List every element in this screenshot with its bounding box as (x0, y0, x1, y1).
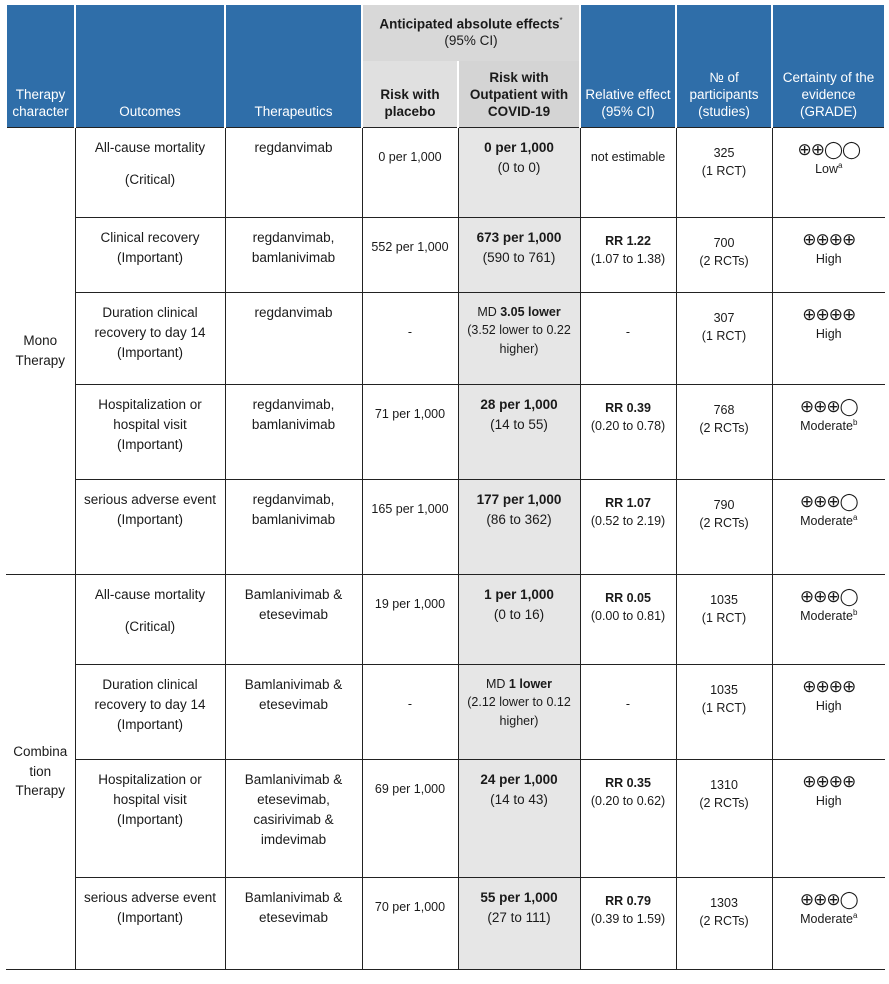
certainty-label: High (815, 252, 842, 267)
studies-count: (2 RCTs) (699, 914, 749, 929)
participants-count: 1035 (710, 592, 738, 607)
relative-ci: not estimable (590, 149, 666, 164)
certainty-cell (772, 574, 885, 664)
outcome-importance: (Important) (116, 249, 184, 265)
outcome-cell (75, 127, 225, 217)
certainty-symbols: ⊕⊕⊕⊕ (802, 229, 856, 249)
table-row (6, 574, 885, 664)
relative-effect-cell (580, 877, 676, 969)
group-label-combination: Combina tion Therapy (6, 574, 75, 969)
outcome-cell (75, 479, 225, 574)
table-row (6, 127, 885, 217)
effect-ci: (3.52 lower to 0.22 higher) (467, 323, 571, 356)
relative-ci: (0.20 to 0.78) (590, 419, 666, 434)
table-row (6, 384, 885, 479)
effect-main: 28 per 1,000 (480, 396, 558, 412)
table-body (6, 127, 885, 969)
header-relative: Relative effect (95% CI) (580, 5, 676, 127)
header-anticipated-label: Anticipated absolute effects (379, 16, 560, 32)
studies-count: (2 RCTs) (699, 254, 749, 269)
effect-ci: (27 to 111) (487, 909, 551, 925)
placebo-risk-cell: 165 per 1,000 (362, 479, 458, 574)
placebo-risk-cell: 552 per 1,000 (362, 217, 458, 292)
certainty-cell (772, 384, 885, 479)
studies-count: (2 RCTs) (699, 796, 749, 811)
therapeutics-cell: Bamlanivimab & etesevimab (225, 664, 362, 759)
certainty-symbols: ⊕⊕◯◯ (797, 139, 861, 159)
studies-count: (2 RCTs) (699, 516, 749, 531)
certainty-label: Moderate (800, 514, 853, 529)
header-certainty: Certainty of the evidence (GRADE) (772, 5, 885, 127)
certainty-footnote: b (852, 417, 858, 427)
participants-count: 700 (713, 235, 735, 250)
table-row (6, 759, 885, 877)
certainty-footnote: b (852, 607, 858, 617)
therapeutics-cell: regdanvimab (225, 292, 362, 384)
participants-count: 1303 (710, 895, 738, 910)
participants-cell (676, 664, 772, 759)
relative-main: RR 1.07 (605, 495, 651, 510)
certainty-level (777, 417, 882, 436)
relative-main: RR 1.22 (605, 233, 651, 248)
header-anticipated-ci: (95% CI) (444, 33, 498, 49)
table-row (6, 479, 885, 574)
therapeutics-cell: regdanvimab, bamlanivimab (225, 217, 362, 292)
participants-cell (676, 292, 772, 384)
studies-count: (1 RCT) (701, 611, 747, 626)
certainty-level (777, 512, 882, 531)
effect-ci: (14 to 55) (490, 416, 548, 432)
md-prefix: MD (486, 676, 509, 691)
participants-count: 307 (713, 310, 735, 325)
header-outcomes: Outcomes (75, 5, 225, 127)
effect-main: 0 per 1,000 (484, 139, 554, 155)
placebo-risk-cell: - (362, 664, 458, 759)
certainty-symbols: ⊕⊕⊕◯ (799, 396, 858, 416)
outcome-name: serious adverse event (83, 889, 217, 905)
outcome-importance: (Important) (116, 909, 184, 925)
certainty-level (777, 792, 882, 811)
outpatient-risk-cell (458, 217, 580, 292)
participants-cell (676, 479, 772, 574)
table-row (6, 217, 885, 292)
outpatient-risk-cell (458, 292, 580, 384)
grade-evidence-table (5, 5, 886, 970)
certainty-cell (772, 664, 885, 759)
certainty-symbols: ⊕⊕⊕◯ (799, 491, 858, 511)
placebo-risk-cell: 0 per 1,000 (362, 127, 458, 217)
certainty-symbols: ⊕⊕⊕⊕ (802, 771, 856, 791)
outcome-cell (75, 664, 225, 759)
relative-effect-cell (580, 479, 676, 574)
relative-ci: (0.20 to 0.62) (590, 794, 666, 809)
effect-ci: (590 to 761) (482, 249, 556, 265)
therapeutics-cell: regdanvimab (225, 127, 362, 217)
studies-count: (1 RCT) (701, 701, 747, 716)
group-label-mono: Mono Therapy (6, 127, 75, 574)
certainty-cell (772, 217, 885, 292)
certainty-cell (772, 877, 885, 969)
relative-ci: (1.07 to 1.38) (590, 252, 666, 267)
relative-effect-cell (580, 217, 676, 292)
certainty-footnote: a (852, 910, 858, 920)
therapeutics-cell: regdanvimab, bamlanivimab (225, 384, 362, 479)
header-participants: № of participants (studies) (676, 5, 772, 127)
outcome-cell (75, 384, 225, 479)
relative-effect-cell (580, 384, 676, 479)
relative-effect-cell (580, 292, 676, 384)
outcome-importance: (Important) (116, 812, 184, 827)
participants-count: 1035 (710, 682, 738, 697)
placebo-risk-cell: 69 per 1,000 (362, 759, 458, 877)
outpatient-risk-cell (458, 479, 580, 574)
relative-effect-cell (580, 127, 676, 217)
outcome-cell (75, 292, 225, 384)
outpatient-risk-cell (458, 574, 580, 664)
certainty-cell (772, 127, 885, 217)
effect-main: 673 per 1,000 (476, 229, 562, 245)
effect-ci: (0 to 16) (493, 606, 545, 622)
relative-ci: - (625, 324, 631, 339)
participants-count: 790 (713, 497, 735, 512)
certainty-level (777, 250, 882, 269)
participants-count: 325 (713, 145, 735, 160)
placebo-risk-cell: 71 per 1,000 (362, 384, 458, 479)
certainty-label: High (815, 327, 842, 342)
therapeutics-cell: Bamlanivimab & etesevimab (225, 877, 362, 969)
relative-main: RR 0.05 (605, 590, 651, 605)
placebo-risk-cell: 19 per 1,000 (362, 574, 458, 664)
outcome-importance: (Important) (116, 511, 184, 527)
outcome-importance: (Important) (116, 437, 184, 452)
outcome-name: Duration clinical recovery to day 14 (94, 304, 206, 340)
effect-ci: (2.12 lower to 0.12 higher) (467, 695, 571, 728)
studies-count: (1 RCT) (701, 329, 747, 344)
certainty-footnote: a (852, 512, 858, 522)
certainty-symbols: ⊕⊕⊕◯ (799, 586, 858, 606)
relative-main: RR 0.79 (605, 893, 651, 908)
outpatient-risk-cell (458, 384, 580, 479)
table-row (6, 664, 885, 759)
outcome-name: Hospitalization or hospital visit (98, 771, 202, 807)
effect-main: 1 per 1,000 (484, 586, 554, 602)
effect-ci: (14 to 43) (490, 791, 548, 807)
outcome-cell (75, 877, 225, 969)
outcome-importance: (Critical) (124, 618, 176, 634)
outpatient-risk-cell (458, 664, 580, 759)
therapeutics-cell: Bamlanivimab & etesevimab, casirivimab & imdevimab (225, 759, 362, 877)
certainty-level (777, 160, 882, 179)
effect-ci: (0 to 0) (497, 159, 541, 175)
relative-ci: (0.52 to 2.19) (590, 514, 666, 529)
header-therapeutics: Therapeutics (225, 5, 362, 127)
relative-ci: - (625, 696, 631, 711)
md-value: 3.05 lower (500, 304, 561, 319)
certainty-level (777, 910, 882, 929)
header-risk-outpatient: Risk with Outpatient with COVID-19 (458, 61, 580, 127)
md-value: 1 lower (508, 676, 552, 691)
effect-main: 55 per 1,000 (480, 889, 558, 905)
relative-effect-cell (580, 664, 676, 759)
certainty-label: High (815, 699, 842, 714)
outcome-importance: (Important) (116, 345, 184, 360)
certainty-symbols: ⊕⊕⊕◯ (799, 889, 858, 909)
outcome-name: serious adverse event (83, 491, 217, 507)
outcome-name: Clinical recovery (100, 229, 200, 245)
certainty-label: Moderate (800, 912, 853, 927)
certainty-cell (772, 759, 885, 877)
participants-cell (676, 384, 772, 479)
certainty-symbols: ⊕⊕⊕⊕ (802, 676, 856, 696)
certainty-level (777, 325, 882, 344)
effect-main: 177 per 1,000 (476, 491, 562, 507)
table-row (6, 877, 885, 969)
outcome-cell (75, 217, 225, 292)
relative-ci: (0.00 to 0.81) (590, 609, 666, 624)
outcome-cell (75, 574, 225, 664)
outcome-importance: (Important) (116, 717, 184, 732)
outpatient-risk-cell (458, 759, 580, 877)
outcome-name: Hospitalization or hospital visit (98, 396, 202, 432)
certainty-level (777, 697, 882, 716)
certainty-label: Moderate (800, 419, 853, 434)
participants-cell (676, 574, 772, 664)
certainty-cell (772, 292, 885, 384)
outpatient-risk-cell (458, 127, 580, 217)
header-anticipated (362, 5, 580, 61)
therapeutics-cell: Bamlanivimab & etesevimab (225, 574, 362, 664)
header-risk-placebo: Risk with placebo (362, 61, 458, 127)
relative-effect-cell (580, 759, 676, 877)
effect-main: 24 per 1,000 (480, 771, 558, 787)
participants-count: 1310 (710, 777, 738, 792)
certainty-footnote: a (838, 160, 843, 170)
outcome-importance: (Critical) (124, 171, 176, 187)
md-prefix: MD (477, 304, 501, 319)
participants-cell (676, 127, 772, 217)
header-anticipated-mark: * (559, 15, 563, 25)
header-therapy: Therapy character (6, 5, 75, 127)
outcome-name: All-cause mortality (94, 586, 206, 602)
relative-effect-cell (580, 574, 676, 664)
outcome-name: Duration clinical recovery to day 14 (94, 676, 206, 712)
certainty-label: High (815, 794, 842, 809)
participants-count: 768 (713, 402, 735, 417)
participants-cell (676, 759, 772, 877)
placebo-risk-cell: - (362, 292, 458, 384)
certainty-symbols: ⊕⊕⊕⊕ (802, 304, 856, 324)
table-row (6, 292, 885, 384)
relative-main: RR 0.39 (605, 400, 651, 415)
relative-ci: (0.39 to 1.59) (590, 912, 666, 927)
certainty-cell (772, 479, 885, 574)
outpatient-risk-cell (458, 877, 580, 969)
placebo-risk-cell: 70 per 1,000 (362, 877, 458, 969)
participants-cell (676, 217, 772, 292)
effect-ci: (86 to 362) (486, 511, 552, 527)
outcome-name: All-cause mortality (94, 139, 206, 155)
certainty-label: Low (815, 162, 838, 177)
studies-count: (1 RCT) (701, 164, 747, 179)
studies-count: (2 RCTs) (699, 421, 749, 436)
certainty-label: Moderate (800, 609, 853, 624)
relative-main: RR 0.35 (605, 775, 651, 790)
participants-cell (676, 877, 772, 969)
certainty-level (777, 607, 882, 626)
outcome-cell (75, 759, 225, 877)
therapeutics-cell: regdanvimab, bamlanivimab (225, 479, 362, 574)
